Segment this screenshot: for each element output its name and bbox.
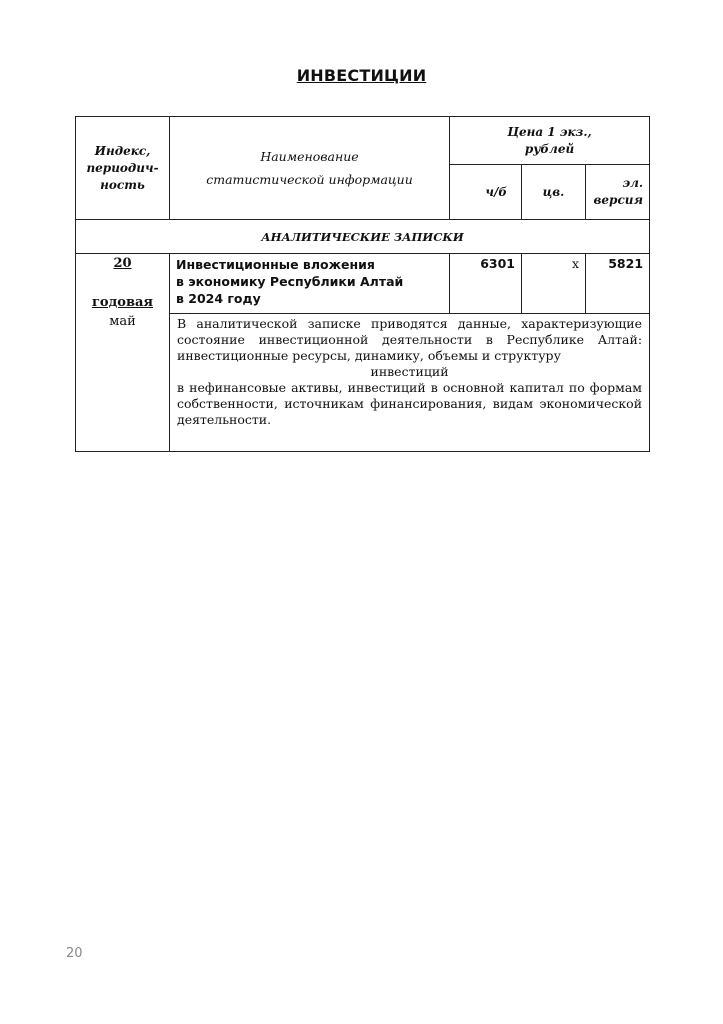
header-price	[450, 117, 650, 165]
publication-periodicity: годовая	[91, 295, 154, 310]
catalog-table	[75, 116, 650, 452]
header-col-color: цв.	[522, 165, 586, 220]
header-index	[76, 117, 170, 220]
description-text: В аналитической записке приводятся данные, характеризующие состояние инвестиционной деятельности в Республике Алтай: инвестиционные ресурсы, динамику, объемы и структуру	[177, 316, 643, 363]
publication-title-line: в экономику Республики Алтай	[176, 274, 404, 289]
header-name-line: статистической информации	[206, 172, 413, 187]
row-index-cell	[76, 254, 170, 452]
header-col-el-line: версия	[593, 193, 644, 207]
publication-title	[170, 254, 450, 314]
description-text: в нефинансовые активы, инвестиций в основной капитал по формам собственности, источникам финансирования, видам экономической деятельности.	[177, 380, 643, 427]
publication-description	[170, 314, 650, 452]
header-name-line: Наименование	[260, 149, 359, 164]
page-title: ИНВЕСТИЦИИ	[296, 66, 427, 85]
section-title: АНАЛИТИЧЕСКИЕ ЗАПИСКИ	[76, 220, 650, 254]
price-bw: 6301	[450, 254, 522, 314]
price-color: x	[522, 254, 586, 314]
description-text: инвестиций	[370, 364, 449, 379]
header-price-line: Цена 1 экз.,	[507, 124, 592, 139]
page-number: 20	[66, 946, 83, 961]
publication-month: май	[109, 314, 136, 329]
header-index-line: Индекс,	[94, 143, 151, 158]
publication-index: 20	[113, 256, 132, 271]
header-col-bw: ч/б	[450, 165, 522, 220]
header-index-line: периодич-	[86, 160, 159, 175]
header-col-el-line: эл.	[622, 176, 644, 190]
publication-title-line: в 2024 году	[176, 291, 261, 306]
header-price-line: рублей	[524, 141, 575, 156]
header-name	[170, 117, 450, 220]
header-col-el	[586, 165, 650, 220]
publication-title-line: Инвестиционные вложения	[176, 257, 375, 272]
price-el: 5821	[586, 254, 650, 314]
header-index-line: ность	[100, 177, 145, 192]
